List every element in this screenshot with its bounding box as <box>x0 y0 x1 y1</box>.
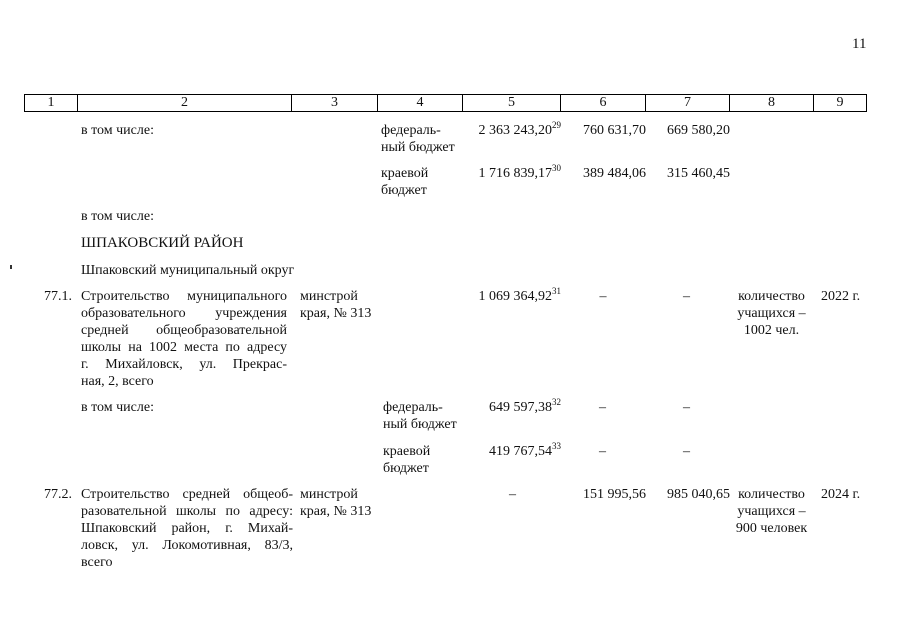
completion-year: 2022 г. <box>821 289 861 304</box>
budget-type: федераль- ный бюджет <box>381 123 455 155</box>
header-cell: 3 <box>291 94 378 112</box>
amount-total: 649 597,38$^{32}$ <box>489 397 561 415</box>
amount-year1: – <box>599 289 607 304</box>
scan-mark <box>10 265 12 269</box>
amount-year1: – <box>599 444 606 459</box>
amount-year2: – <box>683 444 690 459</box>
amount-year1: – <box>599 400 606 415</box>
header-cell: 7 <box>645 94 730 112</box>
amount-year2: – <box>683 400 690 415</box>
result-indicator: количество учащихся – 900 человек <box>735 487 808 536</box>
amount-total: 1 716 839,17$^{30}$ <box>478 163 561 181</box>
header-cell: 2 <box>77 94 292 112</box>
subtotal-label: в том числе: <box>81 123 154 138</box>
amount-total: – <box>509 487 516 502</box>
amount-year2: 985 040,65 <box>667 487 730 502</box>
completion-year: 2024 г. <box>821 487 861 502</box>
amount-year1: 760 631,70 <box>583 123 646 138</box>
okrug-heading: Шпаковский муниципальный округ <box>81 263 295 278</box>
district-heading: ШПАКОВСКИЙ РАЙОН <box>81 235 244 251</box>
responsible-org: минстрой края, № 313 <box>300 289 372 321</box>
amount-total: 2 363 243,20$^{29}$ <box>478 120 561 138</box>
amount-total: 1 069 364,92$^{31}$ <box>478 286 561 304</box>
item-description: Строительство средней общеоб- разовательной школы по адресу: Шпаковский район, г. Михай- ловск, ул. Локомотивная, 83/3, всего <box>81 487 293 570</box>
header-cell: 9 <box>813 94 867 112</box>
amount-year2: – <box>683 289 690 304</box>
item-number: 77.2. <box>44 487 72 502</box>
budget-type: краевой бюджет <box>383 444 431 476</box>
subtotal-label: в том числе: <box>81 209 154 224</box>
item-description: Строительство муниципального образовательного учреждения средней общеобразовательной школы на 1002 места по адресу г. Михайловск, ул. Прекрас- ная, 2, всего <box>81 289 287 389</box>
responsible-org: минстрой края, № 313 <box>300 487 372 519</box>
amount-year1: 389 484,06 <box>583 166 646 181</box>
header-cell: 5 <box>462 94 561 112</box>
amount-total: 419 767,54$^{33}$ <box>489 441 561 459</box>
header-cell: 6 <box>560 94 646 112</box>
header-cell: 8 <box>729 94 814 112</box>
page-number: 11 <box>852 36 867 52</box>
result-indicator: количество учащихся – 1002 чел. <box>737 289 806 338</box>
budget-type: краевой бюджет <box>381 166 429 198</box>
budget-type: федераль- ный бюджет <box>383 400 457 432</box>
header-cell: 1 <box>24 94 78 112</box>
subtotal-label: в том числе: <box>81 400 154 415</box>
amount-year2: 315 460,45 <box>667 166 730 181</box>
header-cell: 4 <box>377 94 463 112</box>
amount-year2: 669 580,20 <box>667 123 730 138</box>
amount-year1: 151 995,56 <box>583 487 646 502</box>
item-number: 77.1. <box>44 289 72 304</box>
